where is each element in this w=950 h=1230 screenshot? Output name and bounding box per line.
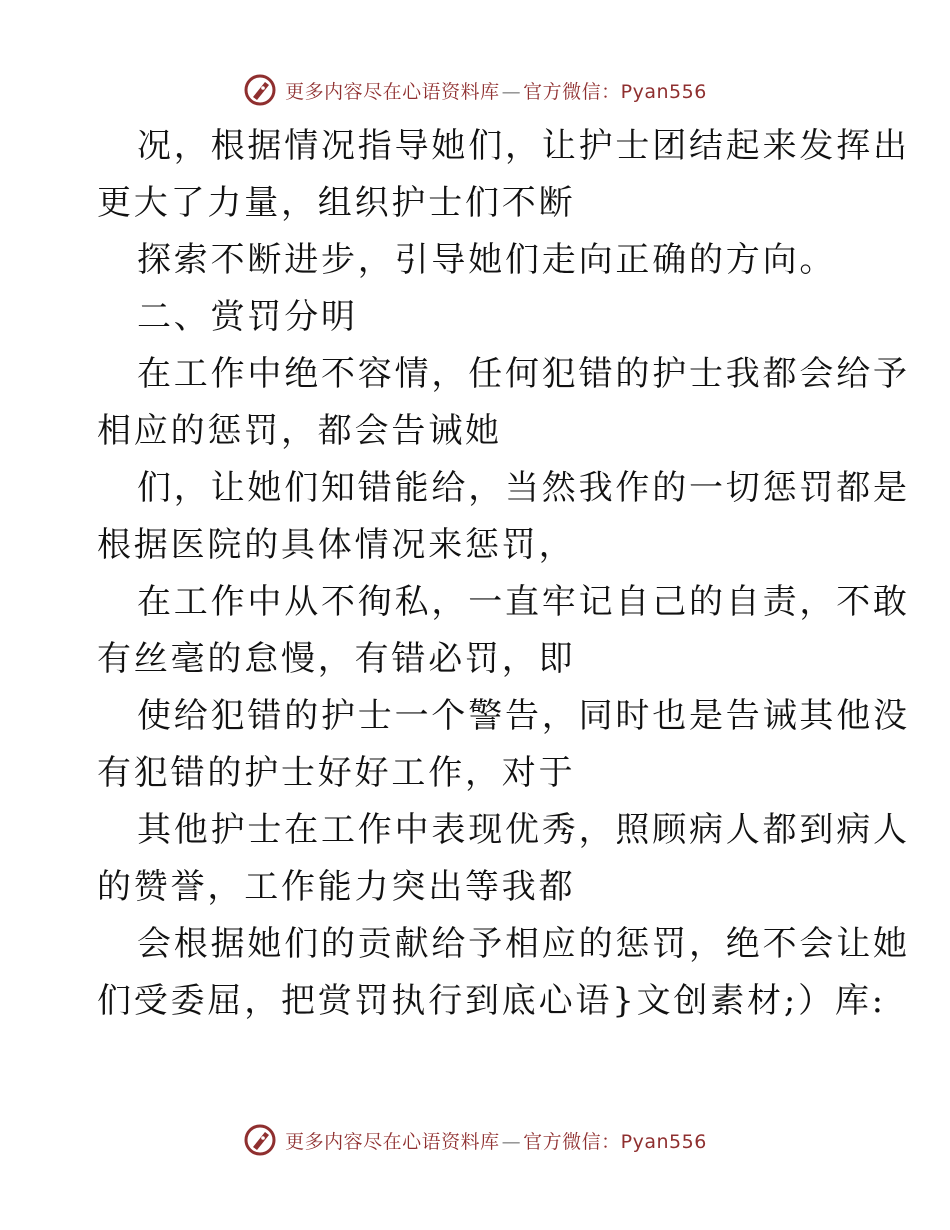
document-line: 有丝毫的怠慢，有错必罚，即 [97, 639, 576, 679]
document-line: 探索不断进步，引导她们走向正确的方向。 [137, 240, 837, 280]
document-line: 在工作中从不徇私，一直牢记自己的自责，不敢 [137, 582, 910, 622]
document-line: 们，让她们知错能给，当然我作的一切惩罚都是 [137, 468, 910, 508]
document-line: 相应的惩罚，都会告诫她 [97, 411, 502, 451]
document-line: 根据医院的具体情况来惩罚， [97, 525, 576, 565]
document-line: 有犯错的护士好好工作，对于 [97, 753, 576, 793]
pen-nib-logo-icon [243, 1123, 277, 1157]
document-line: 更大了力量，组织护士们不断 [97, 183, 576, 223]
document-body [97, 118, 910, 1030]
document-line: 们受委屈，把赏罚执行到底心语}文创素材;）库: [97, 981, 886, 1021]
document-line: 在工作中绝不容情，任何犯错的护士我都会给予 [137, 354, 910, 394]
header-banner [0, 70, 950, 110]
footer-banner [0, 1120, 950, 1160]
document-line: 况，根据情况指导她们，让护士团结起来发挥出 [137, 126, 910, 166]
document-line: 二、赏罚分明 [137, 297, 358, 337]
banner-text: 更多内容尽在心语资料库 — 官方微信：Pyan556 [285, 1130, 707, 1153]
pen-nib-logo-icon [243, 73, 277, 107]
document-line: 使给犯错的护士一个警告，同时也是告诫其他没 [137, 696, 910, 736]
document-line: 会根据她们的贡献给予相应的惩罚，绝不会让她 [137, 924, 910, 964]
document-line: 的赞誉，工作能力突出等我都 [97, 867, 576, 907]
banner-text: 更多内容尽在心语资料库 — 官方微信：Pyan556 [285, 80, 707, 103]
document-line: 其他护士在工作中表现优秀，照顾病人都到病人 [137, 810, 910, 850]
